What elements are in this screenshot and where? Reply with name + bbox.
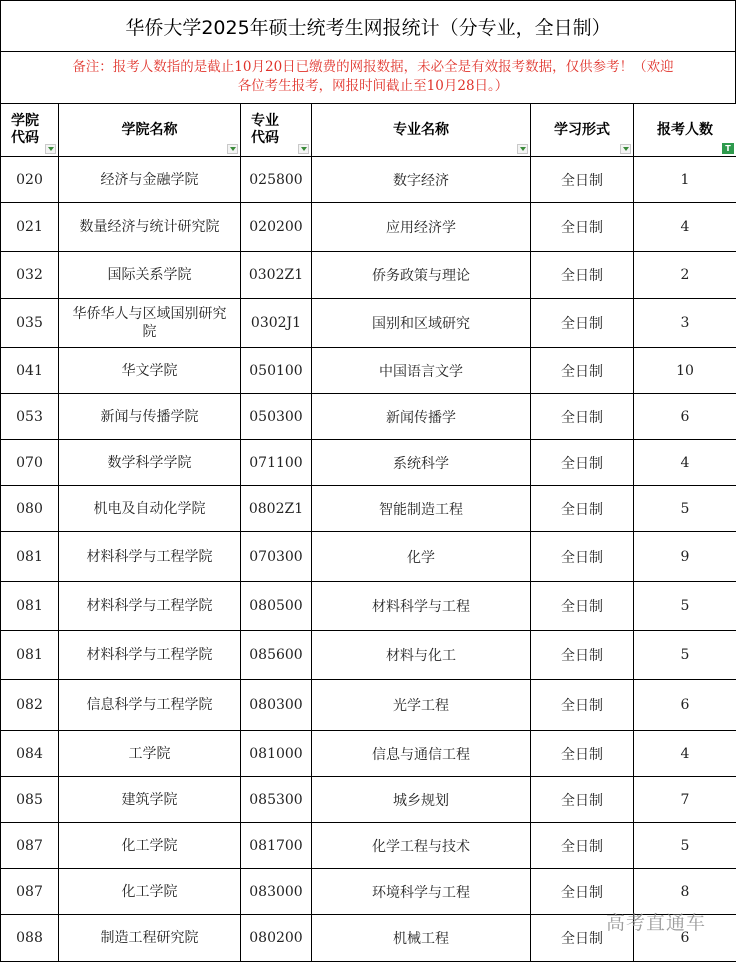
cell-college-code[interactable]: 088 (1, 915, 59, 962)
table-row (1, 440, 736, 486)
table-row (1, 252, 736, 299)
cell-applicants[interactable]: 7 (634, 777, 736, 823)
header-applicants (634, 104, 736, 157)
cell-major-name[interactable]: 光学工程 (312, 680, 531, 731)
header-applicants-label: 报考人数 (634, 122, 736, 139)
cell-major-code[interactable]: 0302Z1 (241, 252, 312, 299)
cell-study-mode[interactable]: 全日制 (531, 731, 634, 777)
cell-study-mode[interactable]: 全日制 (531, 631, 634, 680)
cell-college-name[interactable]: 信息科学与工程学院 (59, 680, 241, 731)
cell-college-code[interactable]: 087 (1, 869, 59, 915)
cell-study-mode[interactable]: 全日制 (531, 869, 634, 915)
header-row (1, 104, 736, 157)
table-row (1, 203, 736, 252)
table-row (1, 299, 736, 348)
cell-applicants[interactable]: 2 (634, 252, 736, 299)
applicant-table (0, 103, 736, 962)
header-major-code-label: 专业代码 (251, 113, 285, 147)
cell-college-name[interactable]: 经济与金融学院 (59, 157, 241, 203)
cell-major-name[interactable]: 侨务政策与理论 (312, 252, 531, 299)
table-row (1, 582, 736, 631)
cell-applicants[interactable]: 5 (634, 582, 736, 631)
cell-applicants[interactable]: 3 (634, 299, 736, 348)
header-major-name (312, 104, 531, 157)
cell-applicants[interactable]: 8 (634, 869, 736, 915)
cell-major-code[interactable]: 071100 (241, 440, 312, 486)
cell-college-code[interactable]: 087 (1, 823, 59, 869)
page-title: 华侨大学2025年硕士统考生网报统计（分专业，全日制） (0, 0, 736, 52)
cell-major-code[interactable]: 0302J1 (241, 299, 312, 348)
cell-applicants[interactable]: 10 (634, 348, 736, 394)
table-row (1, 631, 736, 680)
cell-college-code[interactable]: 070 (1, 440, 59, 486)
filter-dropdown-icon[interactable] (45, 144, 56, 154)
table-row (1, 157, 736, 203)
cell-college-code[interactable]: 082 (1, 680, 59, 731)
cell-study-mode[interactable]: 全日制 (531, 915, 634, 962)
cell-study-mode[interactable]: 全日制 (531, 486, 634, 532)
cell-major-name[interactable]: 系统科学 (312, 440, 531, 486)
cell-applicants[interactable]: 4 (634, 440, 736, 486)
table-body (1, 157, 736, 962)
header-study-mode (531, 104, 634, 157)
header-college-name (59, 104, 241, 157)
cell-major-code[interactable]: 070300 (241, 532, 312, 582)
table-row (1, 777, 736, 823)
cell-college-code[interactable]: 085 (1, 777, 59, 823)
cell-college-name[interactable]: 化工学院 (59, 823, 241, 869)
cell-college-code[interactable]: 035 (1, 299, 59, 348)
cell-major-name[interactable]: 智能制造工程 (312, 486, 531, 532)
cell-study-mode[interactable]: 全日制 (531, 157, 634, 203)
cell-college-code[interactable]: 084 (1, 731, 59, 777)
cell-applicants[interactable]: 1 (634, 157, 736, 203)
cell-college-code[interactable]: 041 (1, 348, 59, 394)
cell-major-code[interactable]: 085600 (241, 631, 312, 680)
cell-major-name[interactable]: 化学 (312, 532, 531, 582)
filter-dropdown-icon[interactable] (517, 144, 528, 154)
table-row (1, 731, 736, 777)
cell-college-name[interactable]: 数量经济与统计研究院 (59, 203, 241, 252)
cell-study-mode[interactable]: 全日制 (531, 394, 634, 440)
cell-study-mode[interactable]: 全日制 (531, 348, 634, 394)
cell-college-code[interactable]: 021 (1, 203, 59, 252)
cell-college-code[interactable]: 081 (1, 582, 59, 631)
table-row (1, 486, 736, 532)
table-row (1, 348, 736, 394)
header-study-mode-label: 学习形式 (531, 122, 633, 139)
cell-college-name[interactable]: 制造工程研究院 (59, 915, 241, 962)
header-college-code (1, 104, 59, 157)
cell-major-name[interactable]: 材料科学与工程 (312, 582, 531, 631)
cell-major-code[interactable]: 050300 (241, 394, 312, 440)
cell-applicants[interactable]: 5 (634, 486, 736, 532)
cell-major-name[interactable]: 新闻传播学 (312, 394, 531, 440)
cell-college-code[interactable]: 080 (1, 486, 59, 532)
cell-major-code[interactable]: 081700 (241, 823, 312, 869)
cell-major-code[interactable]: 080500 (241, 582, 312, 631)
remark-note: 备注：报考人数指的是截止10月20日已缴费的网报数据，未必全是有效报考数据，仅供参考！（欢迎各位考生报考，网报时间截止至10月28日。） (0, 52, 736, 103)
cell-applicants[interactable]: 5 (634, 823, 736, 869)
cell-major-code[interactable]: 025800 (241, 157, 312, 203)
cell-college-name[interactable]: 化工学院 (59, 869, 241, 915)
cell-study-mode[interactable]: 全日制 (531, 823, 634, 869)
cell-applicants[interactable]: 4 (634, 731, 736, 777)
cell-major-code[interactable]: 0802Z1 (241, 486, 312, 532)
cell-major-name[interactable]: 机械工程 (312, 915, 531, 962)
cell-study-mode[interactable]: 全日制 (531, 440, 634, 486)
cell-major-name[interactable]: 信息与通信工程 (312, 731, 531, 777)
watermark: 高考直通车 (606, 908, 706, 935)
cell-major-name[interactable]: 国别和区域研究 (312, 299, 531, 348)
header-college-name-label: 学院名称 (59, 122, 240, 139)
cell-college-name[interactable]: 国际关系学院 (59, 252, 241, 299)
cell-college-code[interactable]: 020 (1, 157, 59, 203)
cell-college-name[interactable]: 材料科学与工程学院 (59, 582, 241, 631)
cell-major-name[interactable]: 城乡规划 (312, 777, 531, 823)
cell-major-code[interactable]: 080200 (241, 915, 312, 962)
cell-major-name[interactable]: 环境科学与工程 (312, 869, 531, 915)
cell-study-mode[interactable]: 全日制 (531, 299, 634, 348)
cell-college-code[interactable]: 032 (1, 252, 59, 299)
cell-college-name[interactable]: 数学科学学院 (59, 440, 241, 486)
cell-major-name[interactable]: 数字经济 (312, 157, 531, 203)
cell-study-mode[interactable]: 全日制 (531, 532, 634, 582)
cell-major-name[interactable]: 材料与化工 (312, 631, 531, 680)
table-row (1, 532, 736, 582)
cell-major-name[interactable]: 化学工程与技术 (312, 823, 531, 869)
cell-major-code[interactable]: 085300 (241, 777, 312, 823)
cell-college-code[interactable]: 053 (1, 394, 59, 440)
cell-major-code[interactable]: 050100 (241, 348, 312, 394)
cell-major-code[interactable]: 020200 (241, 203, 312, 252)
cell-applicants[interactable]: 4 (634, 203, 736, 252)
cell-applicants[interactable]: 9 (634, 532, 736, 582)
cell-study-mode[interactable]: 全日制 (531, 252, 634, 299)
cell-major-name[interactable]: 应用经济学 (312, 203, 531, 252)
filter-dropdown-icon[interactable] (620, 144, 631, 154)
active-filter-icon[interactable]: T (722, 143, 734, 154)
table-row (1, 680, 736, 731)
cell-college-name[interactable]: 华文学院 (59, 348, 241, 394)
header-major-code (241, 104, 312, 157)
filter-dropdown-icon[interactable] (227, 144, 238, 154)
cell-college-name[interactable]: 工学院 (59, 731, 241, 777)
cell-college-name[interactable]: 材料科学与工程学院 (59, 631, 241, 680)
header-major-name-label: 专业名称 (312, 122, 530, 139)
cell-college-code[interactable]: 081 (1, 532, 59, 582)
cell-study-mode[interactable]: 全日制 (531, 203, 634, 252)
cell-major-code[interactable]: 083000 (241, 869, 312, 915)
table-row (1, 823, 736, 869)
cell-applicants[interactable]: 5 (634, 631, 736, 680)
cell-college-name[interactable]: 建筑学院 (59, 777, 241, 823)
cell-college-code[interactable]: 081 (1, 631, 59, 680)
cell-college-name[interactable]: 华侨华人与区域国别研究院 (59, 299, 241, 348)
cell-study-mode[interactable]: 全日制 (531, 582, 634, 631)
cell-study-mode[interactable]: 全日制 (531, 680, 634, 731)
cell-college-name[interactable]: 材料科学与工程学院 (59, 532, 241, 582)
cell-applicants[interactable]: 6 (634, 394, 736, 440)
filter-dropdown-icon[interactable] (298, 144, 309, 154)
header-college-code-label: 学院代码 (11, 113, 45, 147)
table-row (1, 394, 736, 440)
cell-study-mode[interactable]: 全日制 (531, 777, 634, 823)
cell-college-name[interactable]: 机电及自动化学院 (59, 486, 241, 532)
cell-applicants[interactable]: 6 (634, 915, 736, 962)
cell-major-code[interactable]: 081000 (241, 731, 312, 777)
cell-applicants[interactable]: 6 (634, 680, 736, 731)
cell-major-code[interactable]: 080300 (241, 680, 312, 731)
cell-major-name[interactable]: 中国语言文学 (312, 348, 531, 394)
cell-college-name[interactable]: 新闻与传播学院 (59, 394, 241, 440)
